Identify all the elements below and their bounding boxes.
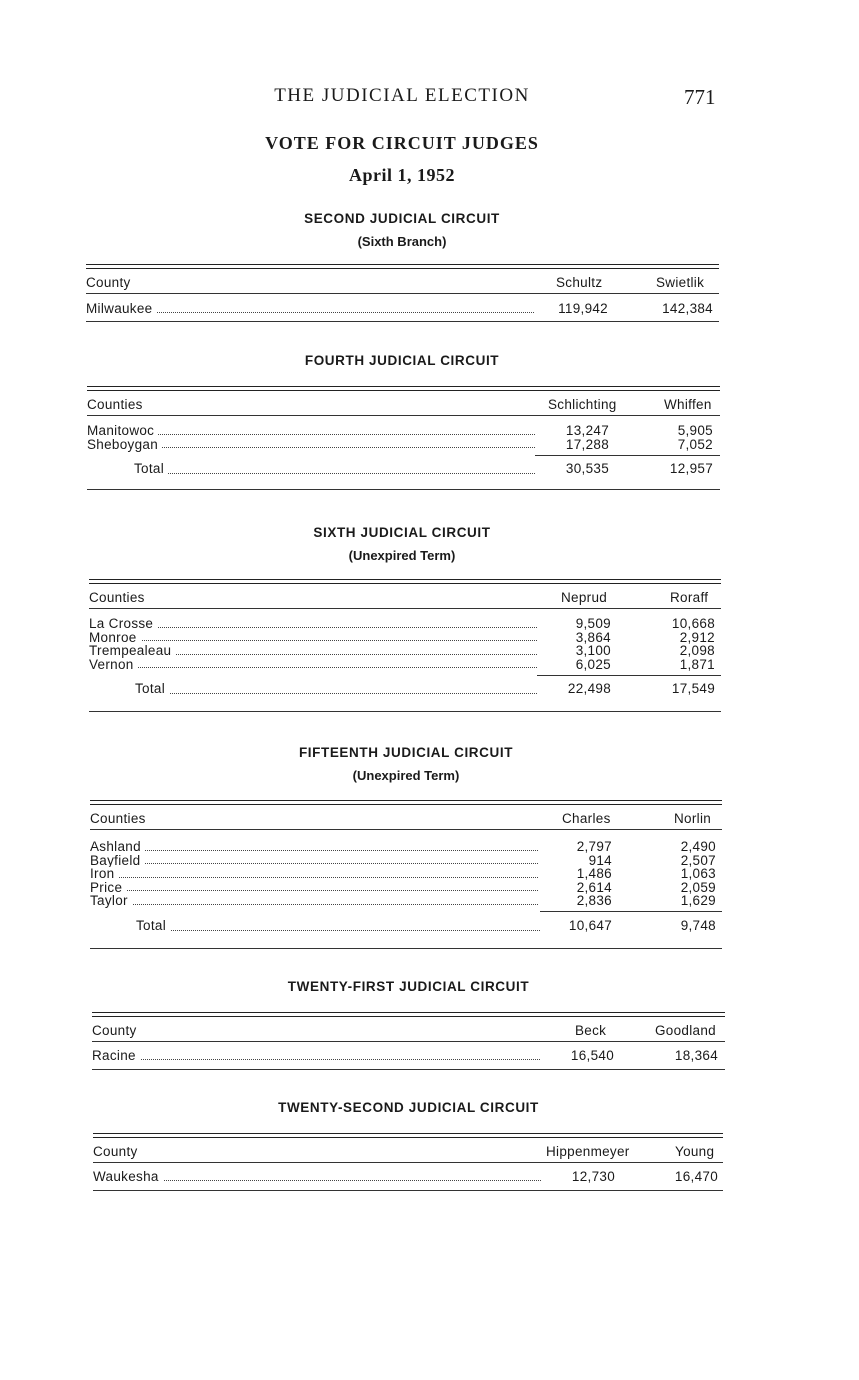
table-header bbox=[87, 391, 720, 416]
candidate-header: Neprud bbox=[561, 590, 608, 605]
vote-count: 12,730 bbox=[571, 1169, 615, 1184]
county-name: Vernon bbox=[89, 658, 138, 672]
vote-count: 142,384 bbox=[662, 301, 713, 316]
results-table-fourth bbox=[87, 386, 720, 490]
total-label: Total bbox=[135, 679, 169, 699]
table-header bbox=[92, 1017, 725, 1042]
county-name: Racine bbox=[92, 1049, 140, 1063]
vote-count: 2,912 bbox=[679, 629, 715, 645]
running-title: THE JUDICIAL ELECTION bbox=[274, 85, 530, 106]
vote-count: 1,629 bbox=[680, 893, 716, 908]
candidate-header: Beck bbox=[575, 1023, 607, 1038]
total-row bbox=[89, 679, 721, 699]
table-row bbox=[90, 881, 722, 895]
circuit-title: TWENTY-SECOND JUDICIAL CIRCUIT bbox=[278, 1100, 539, 1115]
table-row bbox=[92, 1049, 725, 1063]
candidate-header: Hippenmeyer bbox=[546, 1144, 630, 1159]
leader-dots bbox=[90, 862, 538, 864]
leader-dots bbox=[136, 929, 540, 931]
total-rule bbox=[540, 911, 722, 912]
table-row bbox=[89, 631, 721, 645]
total-label: Total bbox=[134, 459, 168, 479]
vote-count: 2,507 bbox=[680, 852, 716, 868]
candidate-header: Swietlik bbox=[656, 275, 705, 290]
vote-count: 16,540 bbox=[570, 1048, 614, 1063]
vote-count: 3,100 bbox=[575, 643, 611, 658]
bottom-rule bbox=[93, 1190, 723, 1191]
leader-dots bbox=[92, 1058, 540, 1060]
vote-count: 10,668 bbox=[671, 616, 715, 631]
county-name: La Crosse bbox=[89, 617, 157, 631]
table-row bbox=[90, 854, 722, 868]
vote-count: 2,098 bbox=[679, 643, 715, 658]
circuit-sixth bbox=[0, 523, 859, 567]
table-body bbox=[92, 1042, 725, 1069]
total-rule bbox=[537, 675, 721, 676]
total-count: 12,957 bbox=[669, 461, 713, 476]
total-row bbox=[87, 459, 720, 479]
vote-count: 1,486 bbox=[576, 866, 612, 881]
circuit-twenty-second bbox=[0, 1098, 859, 1118]
circuit-subtitle: (Unexpired Term) bbox=[352, 768, 460, 783]
leader-dots bbox=[134, 472, 535, 474]
vote-count: 5,905 bbox=[677, 423, 713, 438]
page-header bbox=[0, 85, 859, 111]
total-label: Total bbox=[136, 916, 170, 936]
page-title: VOTE FOR CIRCUIT JUDGES bbox=[265, 133, 539, 153]
vote-count: 2,797 bbox=[576, 839, 612, 854]
candidate-header: Roraff bbox=[670, 590, 709, 605]
circuit-fourth bbox=[0, 351, 859, 371]
bottom-rule bbox=[92, 1069, 725, 1070]
county-name: Manitowoc bbox=[87, 424, 158, 438]
candidate-header: Schultz bbox=[556, 275, 603, 290]
bottom-rule bbox=[89, 711, 721, 712]
circuit-title: FIFTEENTH JUDICIAL CIRCUIT bbox=[298, 745, 514, 760]
circuit-twenty-first bbox=[0, 977, 859, 997]
table-body bbox=[93, 1163, 723, 1190]
circuit-second bbox=[0, 209, 859, 253]
results-table-fifteenth bbox=[90, 800, 722, 949]
table-header bbox=[89, 584, 721, 609]
table-row bbox=[90, 894, 722, 908]
leader-dots bbox=[90, 903, 538, 905]
circuit-title: FOURTH JUDICIAL CIRCUIT bbox=[304, 353, 500, 368]
leader-dots bbox=[90, 849, 538, 851]
vote-count: 1,063 bbox=[680, 866, 716, 881]
circuit-subtitle: (Sixth Branch) bbox=[357, 234, 447, 249]
results-table-twenty-second bbox=[93, 1133, 723, 1191]
total-count: 22,498 bbox=[567, 681, 611, 696]
table-row bbox=[90, 840, 722, 854]
candidate-header: Young bbox=[675, 1144, 715, 1159]
table-header bbox=[90, 805, 722, 830]
vote-count: 18,364 bbox=[674, 1048, 718, 1063]
circuit-title: TWENTY-FIRST JUDICIAL CIRCUIT bbox=[287, 979, 530, 994]
county-name: Price bbox=[90, 881, 126, 895]
label-header: Counties bbox=[89, 590, 145, 605]
table-header bbox=[86, 269, 719, 294]
candidate-header: Schlichting bbox=[548, 397, 617, 412]
vote-count: 17,288 bbox=[565, 436, 609, 452]
table-row bbox=[87, 424, 720, 438]
total-rule bbox=[535, 455, 720, 456]
results-table-twenty-first bbox=[92, 1012, 725, 1070]
candidate-header: Whiffen bbox=[664, 397, 712, 412]
label-header: County bbox=[93, 1144, 138, 1159]
vote-count: 2,059 bbox=[680, 879, 716, 895]
election-date: April 1, 1952 bbox=[348, 165, 455, 185]
leader-dots bbox=[89, 666, 537, 668]
vote-count: 2,836 bbox=[576, 893, 612, 908]
leader-dots bbox=[135, 692, 537, 694]
county-name: Ashland bbox=[90, 840, 145, 854]
table-header bbox=[93, 1138, 723, 1163]
leader-dots bbox=[90, 889, 538, 891]
table-body bbox=[89, 609, 721, 671]
vote-count: 6,025 bbox=[575, 656, 611, 672]
vote-count: 9,509 bbox=[575, 616, 611, 631]
candidate-header: Goodland bbox=[655, 1023, 716, 1038]
vote-count: 3,864 bbox=[575, 629, 611, 645]
county-name: Milwaukee bbox=[86, 302, 156, 316]
vote-count: 7,052 bbox=[677, 436, 713, 452]
vote-count: 2,490 bbox=[680, 839, 716, 854]
bottom-rule bbox=[86, 321, 719, 322]
table-row bbox=[89, 617, 721, 631]
county-name: Taylor bbox=[90, 894, 132, 908]
table-row bbox=[89, 658, 721, 672]
total-row bbox=[90, 916, 722, 936]
label-header: County bbox=[92, 1023, 137, 1038]
leader-dots bbox=[89, 639, 537, 641]
vote-count: 119,942 bbox=[558, 301, 608, 316]
county-name: Iron bbox=[90, 867, 118, 881]
table-row bbox=[90, 867, 722, 881]
bottom-rule bbox=[90, 948, 722, 949]
circuit-title: SIXTH JUDICIAL CIRCUIT bbox=[313, 525, 491, 540]
candidate-header: Charles bbox=[562, 811, 611, 826]
label-header: Counties bbox=[87, 397, 143, 412]
page-number: 771 bbox=[684, 85, 716, 109]
county-name: Sheboygan bbox=[87, 438, 162, 452]
vote-count: 13,247 bbox=[565, 423, 609, 438]
vote-count: 1,871 bbox=[679, 656, 715, 672]
leader-dots bbox=[90, 876, 538, 878]
label-header: County bbox=[86, 275, 131, 290]
vote-count: 2,614 bbox=[576, 879, 612, 895]
county-name: Trempealeau bbox=[89, 644, 175, 658]
candidate-header: Norlin bbox=[674, 811, 712, 826]
table-row bbox=[86, 302, 719, 316]
county-name: Waukesha bbox=[93, 1170, 163, 1184]
label-header: Counties bbox=[90, 811, 146, 826]
table-body bbox=[87, 416, 720, 451]
total-count: 9,748 bbox=[680, 917, 716, 933]
results-table-second bbox=[86, 264, 719, 322]
table-body bbox=[86, 294, 719, 321]
table-row bbox=[93, 1170, 723, 1184]
total-count: 10,647 bbox=[568, 917, 612, 933]
vote-count: 16,470 bbox=[674, 1169, 718, 1184]
county-name: Monroe bbox=[89, 631, 141, 645]
circuit-subtitle: (Unexpired Term) bbox=[348, 548, 456, 563]
total-count: 17,549 bbox=[671, 681, 715, 696]
circuit-title: SECOND JUDICIAL CIRCUIT bbox=[304, 211, 500, 226]
table-row bbox=[87, 438, 720, 452]
results-table-sixth bbox=[89, 579, 721, 712]
table-body bbox=[90, 830, 722, 908]
table-row bbox=[89, 644, 721, 658]
circuit-fifteenth bbox=[0, 743, 859, 787]
total-count: 30,535 bbox=[565, 461, 609, 476]
county-name: Bayfield bbox=[90, 854, 144, 868]
vote-count: 914 bbox=[588, 852, 612, 868]
bottom-rule bbox=[87, 489, 720, 490]
